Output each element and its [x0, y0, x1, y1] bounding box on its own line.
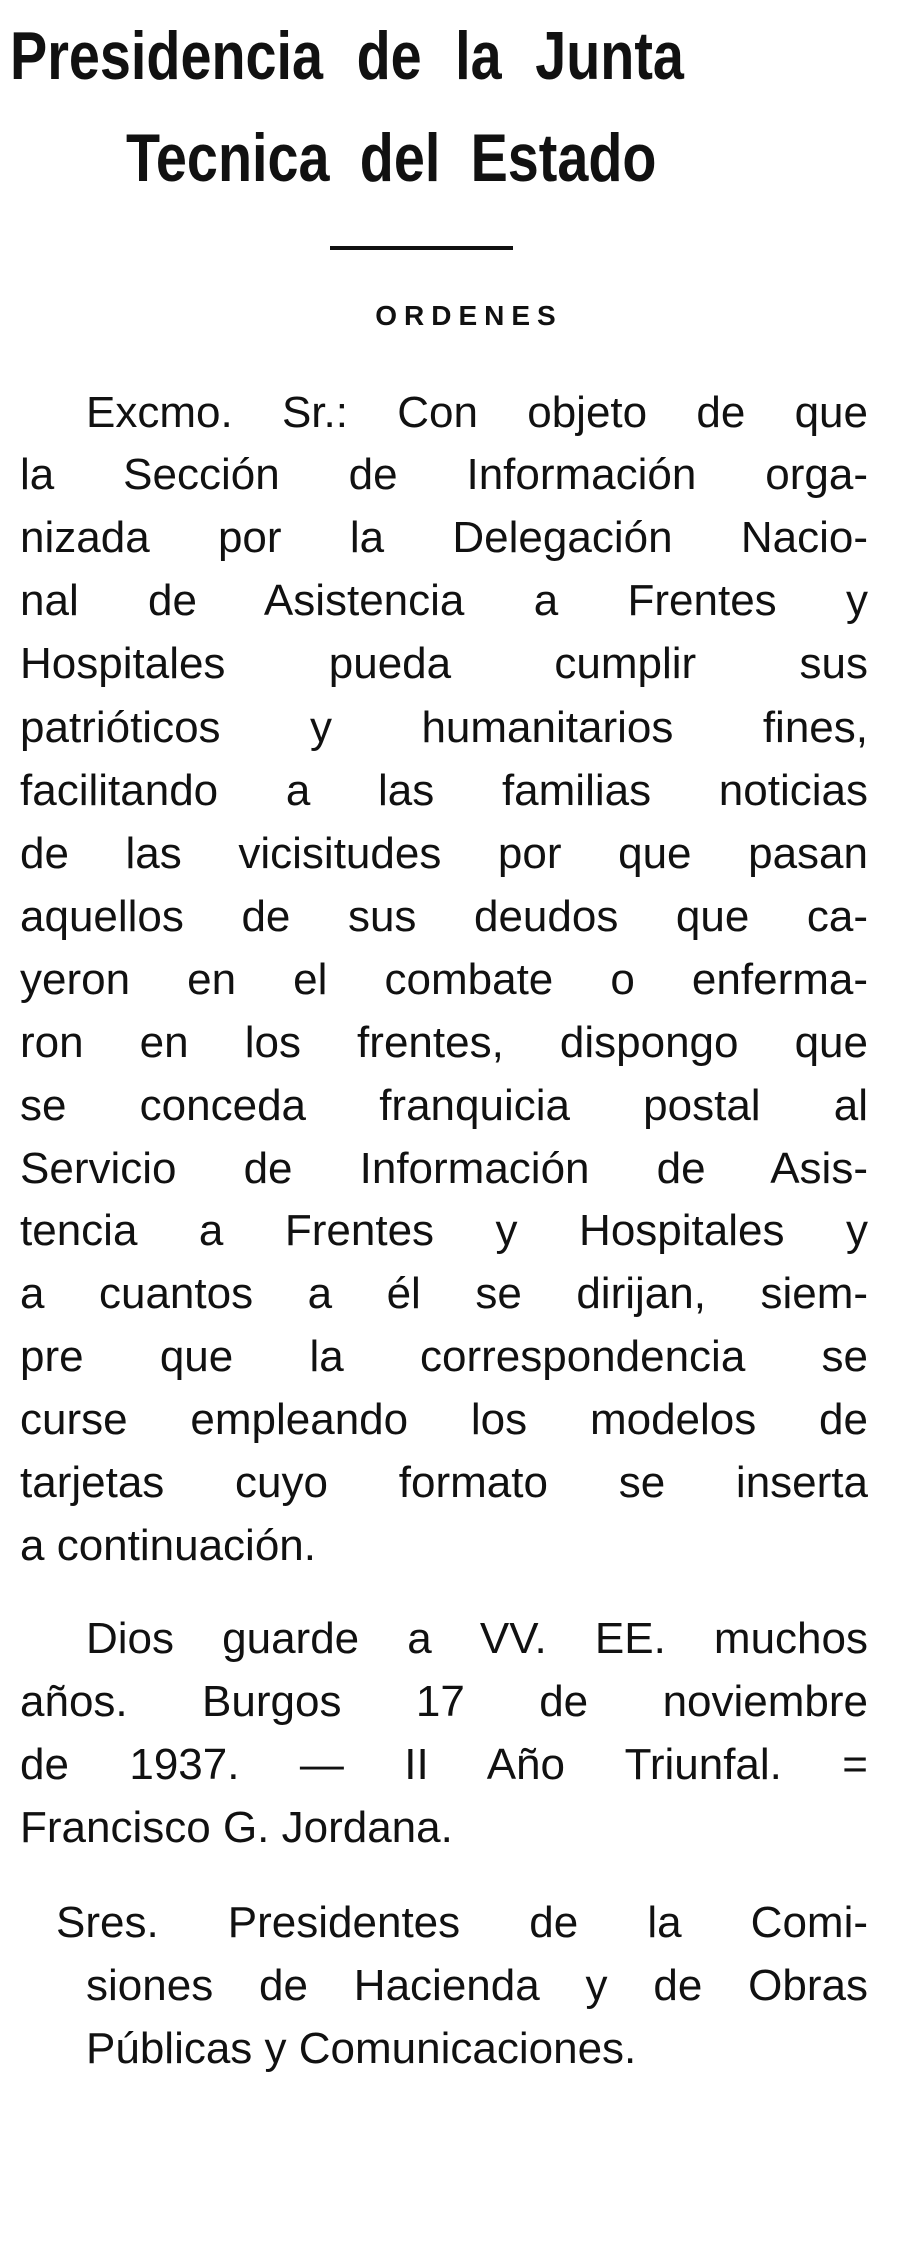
paragraph-line: a continuación.: [20, 1521, 316, 1570]
paragraph-line: pre que la correspondencia se: [20, 1332, 868, 1381]
paragraph-line: tarjetas cuyo formato se inserta: [20, 1458, 868, 1507]
paragraph-line: Sres. Presidentes de la Comi-: [56, 1898, 868, 1947]
paragraph-line: nizada por la Delegación Nacio-: [20, 513, 868, 562]
headline-line-2: Tecnica del Estado: [126, 120, 657, 196]
paragraph-line: aquellos de sus deudos que ca-: [20, 892, 868, 941]
paragraph-line: facilitando a las familias noticias: [20, 766, 868, 815]
paragraph-line: siones de Hacienda y de Obras: [86, 1961, 868, 2010]
paragraph-line: Servicio de Información de Asis-: [20, 1144, 868, 1193]
paragraph-line: a cuantos a él se dirijan, siem-: [20, 1269, 868, 1318]
headline-divider: [330, 246, 513, 250]
paragraph-line: tencia a Frentes y Hospitales y: [20, 1206, 868, 1255]
paragraph-line: Excmo. Sr.: Con objeto de que: [86, 388, 868, 437]
signature-line: Francisco G. Jordana.: [20, 1803, 453, 1852]
paragraph-line: años. Burgos 17 de noviembre: [20, 1677, 868, 1726]
paragraph-line: ron en los frentes, dispongo que: [20, 1018, 868, 1067]
paragraph-line: de 1937. — II Año Triunfal. =: [20, 1740, 868, 1789]
section-title: ORDENES: [375, 300, 563, 331]
paragraph-line: Hospitales pueda cumplir sus: [20, 639, 868, 688]
headline-line-1: Presidencia de la Junta: [10, 18, 684, 94]
paragraph-line: la Sección de Información orga-: [20, 450, 868, 499]
paragraph-line: yeron en el combate o enferma-: [20, 955, 868, 1004]
paragraph-line: Públicas y Comunicaciones.: [86, 2024, 637, 2073]
paragraph-line: Dios guarde a VV. EE. muchos: [86, 1614, 868, 1663]
paragraph-line: se conceda franquicia postal al: [20, 1081, 868, 1130]
paragraph-line: patrióticos y humanitarios fines,: [20, 703, 868, 752]
paragraph-line: de las vicisitudes por que pasan: [20, 829, 868, 878]
paragraph-line: curse empleando los modelos de: [20, 1395, 868, 1444]
paragraph-line: nal de Asistencia a Frentes y: [20, 576, 868, 625]
